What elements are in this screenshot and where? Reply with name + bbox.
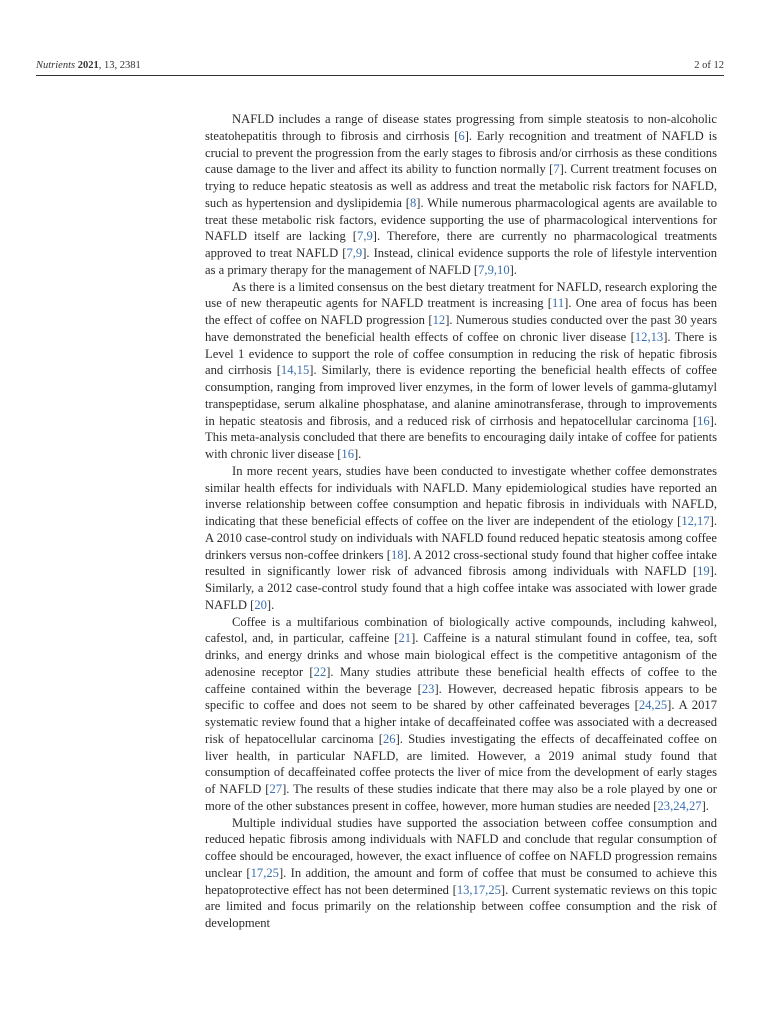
citation-link[interactable]: 12 bbox=[432, 313, 446, 327]
paragraph-text: ]. This meta-analysis concluded that there are benefits to encouraging daily intake of coffee for patients with chronic liver disease [ bbox=[205, 413, 717, 461]
paragraph-text: As there is a limited consensus on the best dietary treatment for NAFLD, research exploring the use of new therapeutic agents for NAFLD treatment is increasing [ bbox=[205, 279, 717, 311]
paragraph-text: ]. In addition, the amount and form of coffee that must be consumed to achieve this hepatoprotective effect has not been determined [ bbox=[205, 865, 717, 897]
header-rule bbox=[36, 75, 724, 76]
citation-link[interactable]: 8 bbox=[409, 195, 417, 210]
paragraph-text: ]. bbox=[509, 262, 517, 277]
citation-link[interactable]: 24,25 bbox=[638, 698, 668, 713]
body-text bbox=[205, 111, 717, 932]
citation-link[interactable]: 11 bbox=[552, 296, 565, 311]
citation-link[interactable]: 17,25 bbox=[250, 865, 279, 880]
citation-link[interactable]: 6 bbox=[458, 128, 465, 143]
paragraph-text: ]. Current treatment focuses on trying to reduce hepatic steatosis as well as address and treat the metabolic risk factors for NAFLD, such as hypertension and dyslipidemia [ bbox=[205, 162, 717, 210]
journal-name: Nutrients bbox=[36, 60, 76, 71]
paragraph-text: ]. The results of these studies indicate that there may also be a role played by one or more of the other substances present in coffee, however, more human studies are needed [ bbox=[205, 782, 717, 813]
paragraph-text: ]. Early recognition and treatment of NAFLD is crucial to prevent the progression from the early stages to fibrosis and/or cirrhosis as these conditions cause damage to the liver and affect its ability to function normally [ bbox=[205, 128, 717, 177]
paragraph-text: ]. However, decreased hepatic fibrosis appears to be specific to coffee and does not seem to be shared by other caffeinated beverages [ bbox=[205, 681, 717, 713]
journal-volume-pages: , 13, 2381 bbox=[98, 60, 141, 71]
paragraph-text: Coffee is a multifarious combination of biologically active compounds, including kahweol, cafestol, and, in particular, caffeine [ bbox=[205, 614, 717, 646]
paragraph-text: ]. A 2010 case-control study on individuals with NAFLD found reduced hepatic steatosis among coffee drinkers versus non-coffee drinkers [ bbox=[205, 514, 717, 562]
citation-link[interactable]: 18 bbox=[390, 547, 404, 562]
paragraph bbox=[205, 279, 717, 463]
paragraph-text: ]. Numerous studies conducted over the past 30 years have demonstrated the beneficial health effects of coffee on chronic liver disease [ bbox=[205, 313, 717, 344]
citation-link[interactable]: 13,17,25 bbox=[456, 882, 501, 897]
journal-year: 2021 bbox=[77, 60, 99, 71]
citation-link[interactable]: 12,17 bbox=[681, 514, 710, 528]
citation-link[interactable]: 16 bbox=[697, 413, 710, 428]
paragraph-text: ]. bbox=[353, 447, 362, 461]
paragraph-text: ]. Therefore, there are currently no pharmacological treatments approved to treat NAFLD [ bbox=[205, 229, 717, 260]
paragraph bbox=[205, 111, 717, 279]
citation-link[interactable]: 7,9 bbox=[357, 229, 373, 244]
citation-link[interactable]: 26 bbox=[383, 731, 396, 746]
citation-link[interactable]: 22 bbox=[313, 664, 327, 679]
paragraph-text: ]. While numerous pharmacological agents are available to treat these metabolic risk factors, evidence supporting the use of pharmacological interventions for NAFLD itself are lacking [ bbox=[205, 195, 717, 244]
citation-link[interactable]: 14,15 bbox=[280, 363, 310, 378]
citation-link[interactable]: 20 bbox=[254, 597, 267, 612]
paragraph-text: ]. One area of focus has been the effect of coffee on NAFLD progression [ bbox=[205, 296, 717, 327]
citation-link[interactable]: 27 bbox=[269, 782, 283, 796]
paragraph-text: In more recent years, studies have been conducted to investigate whether coffee demonstrates similar health effects for individuals with NAFLD. Many epidemiological studies have reported an inverse relationship between coffee consumption and hepatic fibrosis in individuals with NAFLD, indicating that these beneficial effects of coffee on the liver are independent of the etiology [ bbox=[205, 463, 717, 528]
paragraph-text: ]. Many studies attribute these beneficial health effects of coffee to the caffeine contained within the beverage [ bbox=[205, 664, 717, 696]
paragraph-text: Multiple individual studies have supported the association between coffee consumption and reduced hepatic fibrosis among individuals with NAFLD and conclude that regular consumption of coffee should be encouraged, however, the exact influence of coffee on NAFLD progression remains unclear [ bbox=[205, 815, 717, 880]
paragraph-text: ]. A 2017 systematic review found that a higher intake of decaffeinated coffee was associated with a decreased risk of hepatocellular carcinoma [ bbox=[205, 698, 717, 746]
paragraph-text: ]. bbox=[701, 798, 709, 813]
page-number: 2 of 12 bbox=[694, 60, 724, 71]
paragraph-text: ]. There is Level 1 evidence to support the role of coffee consumption in reducing the risk of hepatic fibrosis and cirrhosis [ bbox=[205, 329, 717, 378]
paragraph-text: ]. Current systematic reviews on this topic are limited and focus primarily on the relationship between coffee consumption and the risk of development bbox=[205, 882, 717, 930]
paragraph-text: ]. bbox=[266, 597, 275, 612]
paragraph-text: ]. Similarly, there is evidence reporting the beneficial health effects of coffee consumption, ranging from improved liver enzymes, in the form of lower levels of gamma-glutamyl transpeptidase, serum alkaline phosphatase, and alanine aminotransferase, through to improvements in hepatic steatosis and fibrosis, and a reduced risk of cirrhosis and hepatocellular carcinoma [ bbox=[205, 363, 717, 428]
citation-link[interactable]: 7 bbox=[553, 162, 560, 177]
paragraph-text: ]. Studies investigating the effects of decaffeinated coffee on liver health, in particular NAFLD, are limited. However, a 2019 animal study found that consumption of decaffeinated coffee protects the liver of mice from the development of early stages of NAFLD [ bbox=[205, 731, 717, 796]
citation-link[interactable]: 23,24,27 bbox=[657, 798, 702, 813]
citation-link[interactable]: 7,9 bbox=[346, 246, 363, 260]
paragraph bbox=[205, 614, 717, 815]
paragraph-text: ]. Instead, clinical evidence supports the role of lifestyle intervention as a primary therapy for the management of NAFLD [ bbox=[205, 246, 717, 277]
citation-link[interactable]: 21 bbox=[398, 631, 412, 646]
paragraph-text: NAFLD includes a range of disease states progressing from simple steatosis to non-alcoholic steatohepatitis through to fibrosis and cirrhosis [ bbox=[205, 112, 717, 143]
citation-link[interactable]: 7,9,10 bbox=[478, 262, 510, 277]
paragraph-text: ]. Caffeine is a natural stimulant found in coffee, tea, soft drinks, and energy drinks and whose main biological effect is the competitive antagonism of the adenosine receptor [ bbox=[205, 631, 717, 679]
paragraph bbox=[205, 815, 717, 932]
journal-citation bbox=[36, 60, 141, 71]
citation-link[interactable]: 23 bbox=[421, 681, 435, 696]
citation-link[interactable]: 16 bbox=[341, 447, 354, 461]
citation-link[interactable]: 19 bbox=[697, 564, 710, 579]
citation-link[interactable]: 12,13 bbox=[634, 329, 664, 344]
paragraph bbox=[205, 463, 717, 614]
paragraph-text: ]. A 2012 cross-sectional study found that higher coffee intake resulted in significantly lower risk of advanced fibrosis among individuals with NAFLD [ bbox=[205, 547, 717, 579]
paragraph-text: ]. Similarly, a 2012 case-control study found that a high coffee intake was associated with lower grade NAFLD [ bbox=[205, 564, 717, 612]
